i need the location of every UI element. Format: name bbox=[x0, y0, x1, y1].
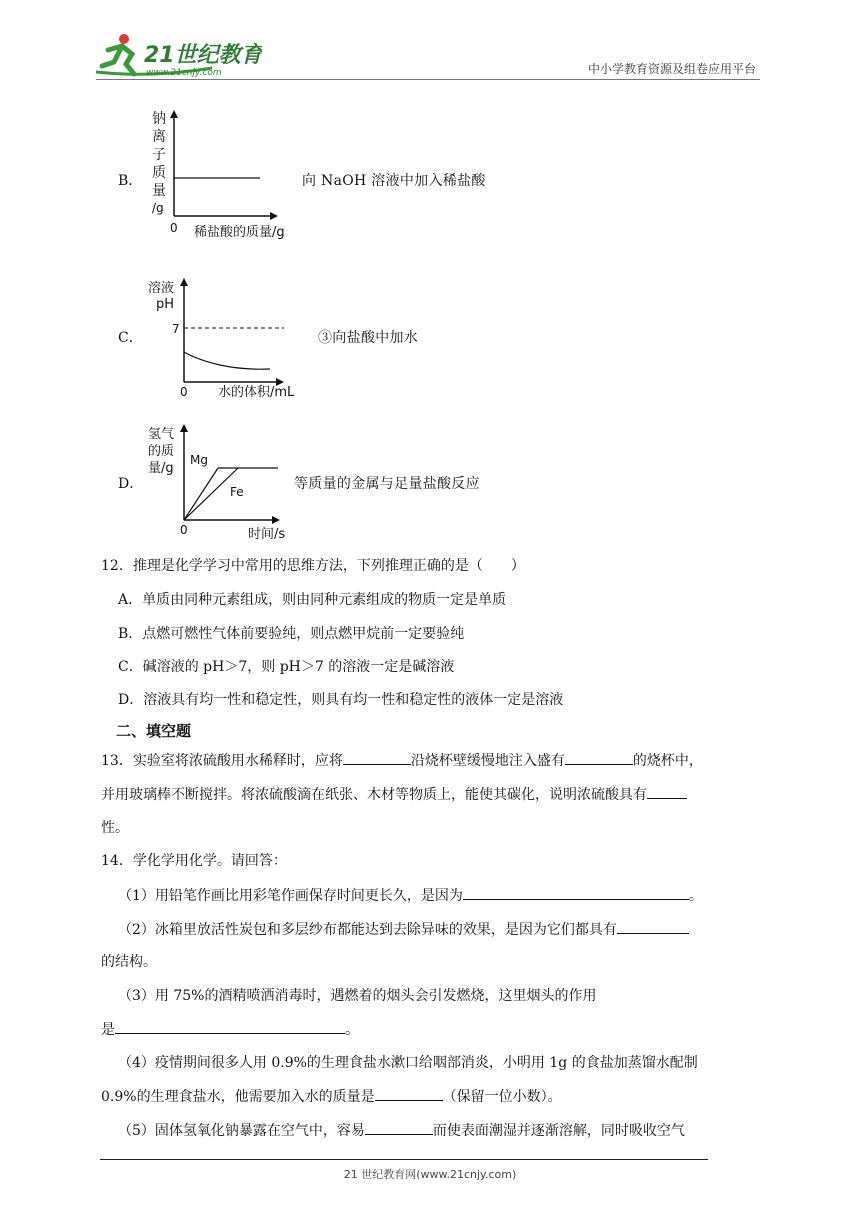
option-b-label: B． bbox=[118, 173, 143, 189]
q14-s5-part2: 而使表面潮湿并逐渐溶解，同时吸收空气 bbox=[432, 1123, 685, 1139]
q14-blank-2[interactable] bbox=[617, 919, 689, 934]
q14-sub-2 bbox=[118, 919, 689, 940]
graph-d-series-mg: Mg bbox=[190, 453, 208, 467]
footer-divider bbox=[100, 1159, 708, 1160]
q14-blank-4[interactable] bbox=[375, 1086, 443, 1101]
graph-d-y-1: 氢气 bbox=[148, 427, 175, 442]
q14-sub-3-line2 bbox=[101, 1019, 359, 1040]
graph-b bbox=[140, 106, 310, 242]
q12-option-a: A．单质由同种元素组成，则由同种元素组成的物质一定是单质 bbox=[118, 592, 507, 608]
q14-sub-4: （4）疫情期间很多人用 0.9%的生理食盐水漱口给咽部消炎，小明用 1g 的食盐加蒸馏水配制 bbox=[118, 1055, 698, 1071]
q14-sub-1 bbox=[118, 885, 703, 906]
q14-blank-3[interactable] bbox=[115, 1019, 345, 1034]
header-divider bbox=[96, 79, 760, 80]
question-13-line3: 性。 bbox=[101, 820, 129, 836]
question-12-stem: 12．推理是化学学习中常用的思维方法，下列推理正确的是（ ） bbox=[101, 558, 525, 574]
q13-part1: 13．实验室将浓硫酸用水稀释时，应将 bbox=[101, 753, 343, 769]
question-13-line2 bbox=[101, 784, 687, 805]
graph-b-y-5: 量 bbox=[152, 183, 166, 199]
q14-s5-part1: （5）固体氢氧化钠暴露在空气中，容易 bbox=[118, 1123, 365, 1139]
logo-url: www.21cnjy.com bbox=[146, 68, 222, 78]
option-b-desc: 向 NaOH 溶液中加入稀盐酸 bbox=[302, 173, 486, 189]
q13-blank-2[interactable] bbox=[565, 750, 633, 765]
q14-s2-text: （2）冰箱里放活性炭包和多层纱布都能达到去除异味的效果，是因为它们都具有 bbox=[118, 922, 617, 938]
section-title: 二、填空题 bbox=[116, 722, 192, 740]
q13-blank-3[interactable] bbox=[647, 784, 687, 799]
graph-b-y-4: 质 bbox=[152, 165, 166, 181]
graph-d-origin: 0 bbox=[180, 523, 188, 537]
graph-c-y-1: 溶液 bbox=[148, 281, 175, 296]
graph-c bbox=[140, 270, 320, 404]
graph-b-y-6: /g bbox=[152, 201, 164, 215]
q14-blank-5[interactable] bbox=[365, 1120, 433, 1135]
q14-sub-2-line2: 的结构。 bbox=[101, 954, 157, 970]
graph-c-x-label: 水的体积/mL bbox=[218, 385, 295, 400]
header-platform-text: 中小学教育资源及组卷应用平台 bbox=[587, 62, 756, 76]
footer-text: 21 世纪教育网(www.21cnjy.com) bbox=[343, 1168, 517, 1181]
q14-s4-end: （保留一位小数）。 bbox=[442, 1089, 562, 1105]
q14-s4-line2: 0.9%的生理食盐水，他需要加入水的质量是 bbox=[101, 1089, 375, 1105]
graph-b-y-1: 钠 bbox=[152, 111, 166, 127]
option-c-desc: ③向盐酸中加水 bbox=[318, 330, 419, 346]
graph-c-ref-value: 7 bbox=[172, 322, 180, 336]
q14-s3-end: 。 bbox=[345, 1022, 359, 1038]
graph-b-origin: 0 bbox=[170, 221, 178, 235]
question-13-line1 bbox=[101, 750, 703, 771]
q14-sub-4-line2 bbox=[101, 1086, 562, 1107]
q14-s3-line2: 是 bbox=[101, 1022, 115, 1038]
q12-option-c: C．碱溶液的 pH＞7，则 pH＞7 的溶液一定是碱溶液 bbox=[118, 659, 455, 675]
graph-d bbox=[140, 418, 310, 548]
graph-c-series-curve bbox=[184, 352, 270, 369]
q13-line2-text: 并用玻璃棒不断搅拌。将浓硫酸滴在纸张、木材等物质上，能使其碳化，说明浓硫酸具有 bbox=[101, 787, 647, 803]
question-14-stem: 14．学化学用化学。请回答： bbox=[101, 853, 287, 869]
graph-c-origin: 0 bbox=[180, 385, 188, 399]
graph-d-series-fe: Fe bbox=[230, 485, 244, 499]
q14-s1-end: 。 bbox=[688, 888, 703, 904]
q14-sub-5 bbox=[118, 1120, 685, 1141]
graph-d-mg-line bbox=[184, 468, 218, 520]
option-c-label: C． bbox=[118, 330, 143, 346]
graph-b-x-label: 稀盐酸的质量/g bbox=[194, 225, 285, 240]
graph-d-y-3: 量/g bbox=[148, 461, 174, 476]
q13-part2: 沿烧杯壁缓慢地注入盛有 bbox=[410, 753, 565, 769]
q12-option-b: B．点燃可燃性气体前要验纯，则点燃甲烷前一定要验纯 bbox=[118, 626, 465, 642]
graph-b-y-2: 离 bbox=[152, 129, 166, 145]
option-d-label: D． bbox=[118, 476, 144, 492]
q14-blank-1[interactable] bbox=[463, 885, 689, 900]
site-logo bbox=[92, 30, 262, 80]
q13-blank-1[interactable] bbox=[343, 750, 411, 765]
graph-d-y-2: 的质 bbox=[148, 444, 175, 459]
graph-b-y-3: 子 bbox=[152, 147, 166, 163]
graph-c-y-2: pH bbox=[156, 297, 175, 312]
logo-text: 21世纪教育 bbox=[144, 43, 262, 68]
q13-part3: 的烧杯中， bbox=[632, 753, 703, 769]
q14-sub-3: （3）用 75%的酒精喷洒消毒时，遇燃着的烟头会引发燃烧，这里烟头的作用 bbox=[118, 988, 597, 1004]
option-d-desc: 等质量的金属与足量盐酸反应 bbox=[294, 476, 480, 492]
graph-d-x-label: 时间/s bbox=[248, 527, 286, 542]
q12-option-d: D．溶液具有均一性和稳定性，则具有均一性和稳定性的液体一定是溶液 bbox=[118, 692, 564, 708]
q14-s1-text: （1）用铅笔作画比用彩笔作画保存时间更长久，是因为 bbox=[118, 888, 463, 904]
